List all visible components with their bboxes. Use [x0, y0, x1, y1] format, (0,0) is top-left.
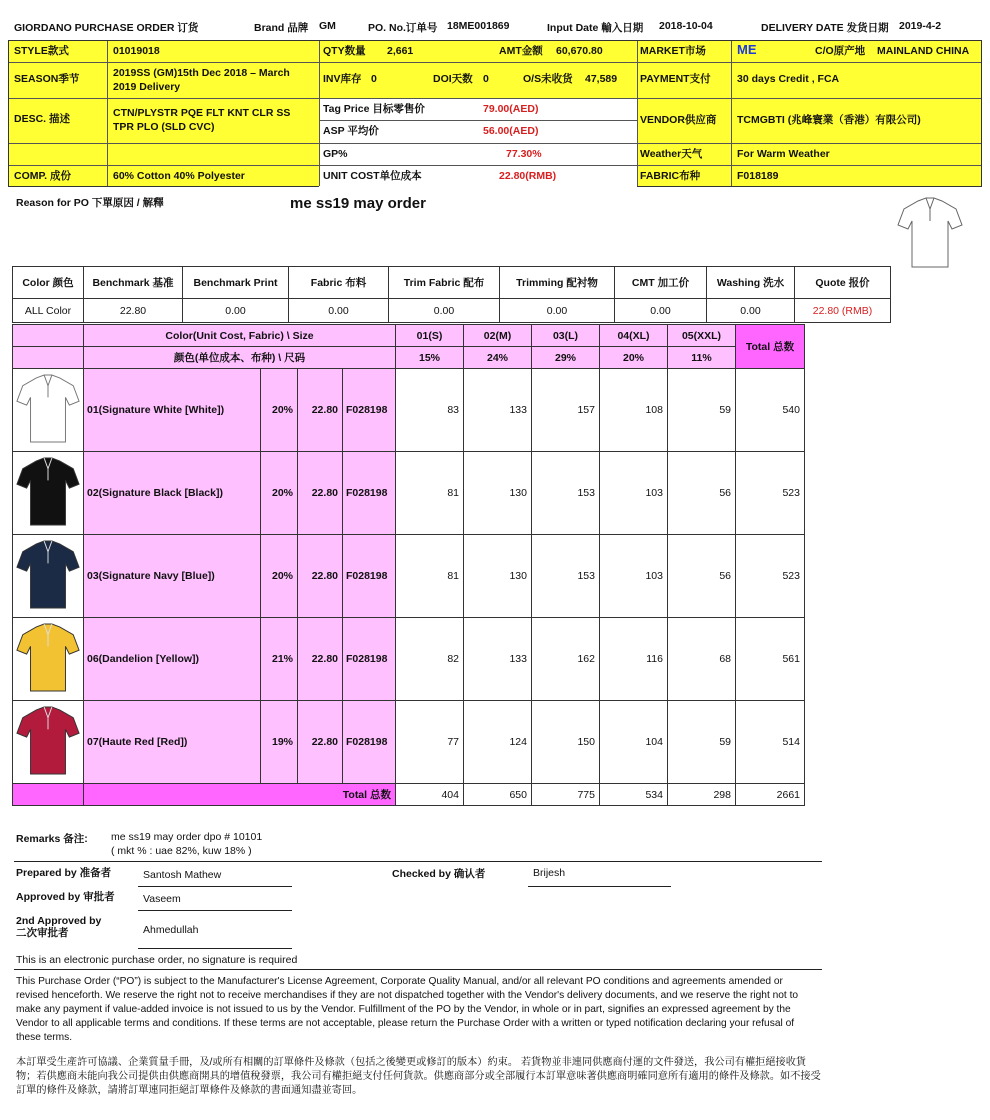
size-quantity: 81 [396, 452, 464, 535]
gp-value: 77.30% [506, 148, 542, 160]
size-header: 01(S) [396, 325, 464, 347]
document-title: GIORDANO PURCHASE ORDER 订货 [14, 22, 199, 34]
input-date-label: Input Date 輸入日期 [547, 22, 644, 34]
po-header [14, 20, 984, 36]
cost-value: 0.00 [289, 299, 389, 323]
size-total: 650 [464, 784, 532, 806]
tag-price-label: Tag Price 目标零售价 [323, 103, 425, 115]
polo-shirt-icon [15, 370, 81, 448]
os-label: O/S未收货 [523, 73, 573, 85]
unit-cost-label: UNIT COST单位成本 [323, 170, 422, 182]
terms-chinese: 本訂單受生產許可協議、企業質量手冊，及/或所有相關的訂單條件及條款（包括之後變更或修訂的版本）約束。 若貨物並非連同供應商付運的文件發送，我公司有權拒絕接收貨物；若供應商未能向我公司提供由供應商開具的增值稅發票，我公司有權拒絕支付任何貨款。供應商部分或全部履行本訂單意味著供應商明確同意所有適用的條件及條款。如不接受訂單的條件及條款，請將訂單連同拒絕訂單條件及條款的書面通知盡並寄回。 [16, 1057, 821, 1096]
payment-value: 30 days Credit , FCA [737, 73, 840, 85]
vendor-value: TCMGBTI (兆峰寰業（香港）有限公司) [737, 114, 921, 126]
terms-english: This Purchase Order (“PO”) is subject to the Manufacturer's License Agreement, Corporate Quality Manual, and/or all relevant PO conditions and agreements amended or revised henceforth. We reserve the right not to receive merchandises if they are not dispatched together with the Vendor's delivery documents, and we reserve the right not to make any payment if value-added invoice is not issued to us by the Vendor. Fulfillment of the PO by the Vendor, in whole or in part, signifies an expressed agreement by the Vendor to all applicable terms and conditions. If these terms are not acceptable, please return the Purchase Order with a written or typed notification declaring your refusal of these terms. [16, 976, 799, 1043]
row-total: 514 [736, 701, 805, 784]
comp-label: COMP. 成份 [14, 170, 71, 182]
color-fabric: F028198 [343, 369, 396, 452]
inv-value: 0 [371, 73, 377, 85]
reason-text: me ss19 may order [290, 195, 426, 212]
signature-line [138, 910, 292, 911]
grid-line [9, 98, 981, 99]
size-quantity: 133 [464, 618, 532, 701]
desc-label: DESC. 描述 [14, 113, 71, 125]
table-row [13, 701, 805, 784]
amt-label: AMT金额 [499, 45, 543, 57]
swatch-cell [13, 701, 84, 784]
remarks-line1: me ss19 may order dpo # 10101 [111, 831, 263, 843]
cost-header: Trimming 配衬物 [500, 267, 615, 299]
size-header: 03(L) [532, 325, 600, 347]
style-label: STYLE款式 [14, 45, 69, 57]
reason-label: Reason for PO 下單原因 / 解釋 [16, 197, 164, 209]
size-quantity: 153 [532, 452, 600, 535]
polo-shirt-icon [15, 536, 81, 614]
cost-header: Fabric 布料 [289, 267, 389, 299]
matrix-corner [13, 347, 84, 369]
desc-line2: TPR PLO (SLD CVC) [113, 121, 215, 133]
cost-header: Benchmark Print [183, 267, 289, 299]
signature-line [138, 948, 292, 949]
color-fabric: F028198 [343, 452, 396, 535]
cost-header: CMT 加工价 [615, 267, 707, 299]
weather-value: For Warm Weather [737, 148, 830, 160]
season-line2: 2019 Delivery [113, 81, 181, 93]
table-row [13, 452, 805, 535]
size-quantity: 103 [600, 535, 668, 618]
cost-value: 0.00 [183, 299, 289, 323]
cost-header: Benchmark 基准 [84, 267, 183, 299]
size-quantity: 56 [668, 452, 736, 535]
cost-value: ALL Color [13, 299, 84, 323]
remarks-label: Remarks 备注: [16, 833, 88, 845]
desc-line1: CTN/PLYSTR PQE FLT KNT CLR SS [113, 107, 291, 119]
market-label: MARKET市场 [640, 45, 706, 57]
size-ratio: 24% [464, 347, 532, 369]
cost-header: Color 颜色 [13, 267, 84, 299]
swatch-cell [13, 618, 84, 701]
unit-cost-value: 22.80(RMB) [499, 170, 557, 182]
prepared-by-label: Prepared by 准备者 [16, 867, 112, 879]
size-total: 298 [668, 784, 736, 806]
row-total: 561 [736, 618, 805, 701]
divider [14, 861, 822, 862]
color-name: 06(Dandelion [Yellow]) [84, 618, 261, 701]
size-quantity: 108 [600, 369, 668, 452]
style-value: 01019018 [113, 45, 160, 57]
po-summary-grid [8, 40, 982, 187]
qty-value: 2,661 [387, 45, 414, 57]
fabric-label: FABRIC布种 [640, 170, 701, 182]
polo-shirt-thumbnail [896, 195, 964, 271]
size-quantity: 82 [396, 618, 464, 701]
tag-price-value: 79.00(AED) [483, 103, 539, 115]
vendor-label: VENDOR供应商 [640, 114, 717, 126]
color-name: 01(Signature White [White]) [84, 369, 261, 452]
cost-value: 0.00 [707, 299, 795, 323]
os-value: 47,589 [585, 73, 618, 85]
amt-value: 60,670.80 [556, 45, 603, 57]
size-quantity: 59 [668, 701, 736, 784]
grid-line [319, 120, 637, 121]
cost-value: 0.00 [615, 299, 707, 323]
approved-by-label: Approved by 审批者 [16, 891, 115, 903]
size-quantity: 133 [464, 369, 532, 452]
size-quantity: 59 [668, 369, 736, 452]
brand-label: Brand 品牌 [254, 22, 309, 34]
cost-header: Quote 报价 [795, 267, 891, 299]
size-total: 775 [532, 784, 600, 806]
color-percent: 20% [261, 535, 298, 618]
cost-value: 22.80 [84, 299, 183, 323]
color-unit-cost: 22.80 [298, 701, 343, 784]
size-quantity: 157 [532, 369, 600, 452]
cost-breakdown-table [12, 266, 891, 323]
size-quantity: 150 [532, 701, 600, 784]
color-percent: 19% [261, 701, 298, 784]
size-header: 02(M) [464, 325, 532, 347]
season-line1: 2019SS (GM)15th Dec 2018 – March [113, 67, 290, 79]
origin-label: C/O原产地 [815, 45, 866, 57]
comp-value: 60% Cotton 40% Polyester [113, 170, 245, 182]
origin-value: MAINLAND CHINA [877, 45, 970, 57]
delivery-date-label: DELIVERY DATE 发货日期 [761, 22, 889, 34]
doi-value: 0 [483, 73, 489, 85]
weather-label: Weather天气 [640, 148, 703, 160]
size-ratio: 20% [600, 347, 668, 369]
polo-shirt-icon [15, 702, 81, 780]
swatch-cell [13, 452, 84, 535]
size-quantity: 103 [600, 452, 668, 535]
size-quantity: 116 [600, 618, 668, 701]
color-name: 07(Haute Red [Red]) [84, 701, 261, 784]
size-ratio: 15% [396, 347, 464, 369]
qty-label: QTY数量 [323, 45, 366, 57]
size-quantity: 162 [532, 618, 600, 701]
brand-value: GM [319, 20, 336, 32]
polo-shirt-icon [15, 453, 81, 531]
second-approved-value: Ahmedullah [143, 924, 199, 936]
signature-line [138, 886, 292, 887]
color-unit-cost: 22.80 [298, 369, 343, 452]
color-unit-cost: 22.80 [298, 452, 343, 535]
matrix-header-line2: 颜色(单位成本、布种) \ 尺码 [84, 347, 396, 369]
inv-label: INV库存 [323, 73, 362, 85]
payment-label: PAYMENT支付 [640, 73, 711, 85]
grid-line [9, 62, 981, 63]
size-ratio: 11% [668, 347, 736, 369]
cost-header: Trim Fabric 配布 [389, 267, 500, 299]
cost-value: 0.00 [389, 299, 500, 323]
size-quantity: 68 [668, 618, 736, 701]
row-total: 523 [736, 452, 805, 535]
table-row [13, 535, 805, 618]
swatch-cell [13, 369, 84, 452]
grid-line [9, 143, 981, 144]
doi-label: DOI天数 [433, 73, 473, 85]
color-percent: 20% [261, 452, 298, 535]
row-total: 523 [736, 535, 805, 618]
quote-value: 22.80 (RMB) [795, 299, 891, 323]
market-value: ME [737, 42, 757, 57]
size-quantity: 104 [600, 701, 668, 784]
size-ratio: 29% [532, 347, 600, 369]
cost-value: 0.00 [500, 299, 615, 323]
color-percent: 20% [261, 369, 298, 452]
season-label: SEASON季节 [14, 73, 80, 85]
asp-value: 56.00(AED) [483, 125, 539, 137]
po-number-label: PO. No.订单号 [368, 22, 438, 34]
grand-total: 2661 [736, 784, 805, 806]
size-header: 04(XL) [600, 325, 668, 347]
approved-by-value: Vaseem [143, 893, 181, 905]
grid-line [9, 165, 981, 166]
second-approved-label-2: 二次审批者 [16, 927, 69, 939]
size-quantity: 81 [396, 535, 464, 618]
row-total: 540 [736, 369, 805, 452]
color-fabric: F028198 [343, 618, 396, 701]
table-row [13, 369, 805, 452]
prepared-by-value: Santosh Mathew [143, 869, 222, 881]
signature-line [528, 886, 671, 887]
size-quantity: 153 [532, 535, 600, 618]
remarks-line2: ( mkt % : uae 82%, kuw 18% ) [111, 845, 252, 857]
size-quantity-matrix [12, 324, 805, 806]
total-header: Total 总数 [736, 325, 805, 369]
size-quantity: 124 [464, 701, 532, 784]
second-approved-label-1: 2nd Approved by [16, 915, 102, 927]
fabric-value: F018189 [737, 170, 779, 182]
gp-block-bg [319, 143, 637, 165]
swatch-cell [13, 535, 84, 618]
gp-label: GP% [323, 148, 348, 160]
color-percent: 21% [261, 618, 298, 701]
table-row [13, 618, 805, 701]
polo-shirt-icon [15, 619, 81, 697]
color-unit-cost: 22.80 [298, 618, 343, 701]
color-name: 02(Signature Black [Black]) [84, 452, 261, 535]
matrix-corner [13, 325, 84, 347]
size-quantity: 77 [396, 701, 464, 784]
checked-by-value: Brijesh [533, 867, 566, 879]
matrix-header-line1: Color(Unit Cost, Fabric) \ Size [84, 325, 396, 347]
divider [14, 969, 822, 970]
po-number-value: 18ME001869 [447, 20, 510, 32]
size-quantity: 56 [668, 535, 736, 618]
size-header: 05(XXL) [668, 325, 736, 347]
size-total: 534 [600, 784, 668, 806]
totals-label: Total 总数 [84, 784, 396, 806]
asp-label: ASP 平均价 [323, 125, 379, 137]
totals-corner [13, 784, 84, 806]
cost-header: Washing 洗水 [707, 267, 795, 299]
size-total: 404 [396, 784, 464, 806]
electronic-signature-note: This is an electronic purchase order, no signature is required [16, 954, 298, 966]
color-name: 03(Signature Navy [Blue]) [84, 535, 261, 618]
checked-by-label: Checked by 确认者 [392, 868, 486, 880]
size-quantity: 83 [396, 369, 464, 452]
color-fabric: F028198 [343, 701, 396, 784]
input-date-value: 2018-10-04 [659, 20, 713, 32]
color-unit-cost: 22.80 [298, 535, 343, 618]
delivery-date-value: 2019-4-2 [899, 20, 942, 32]
size-quantity: 130 [464, 535, 532, 618]
color-fabric: F028198 [343, 535, 396, 618]
size-quantity: 130 [464, 452, 532, 535]
